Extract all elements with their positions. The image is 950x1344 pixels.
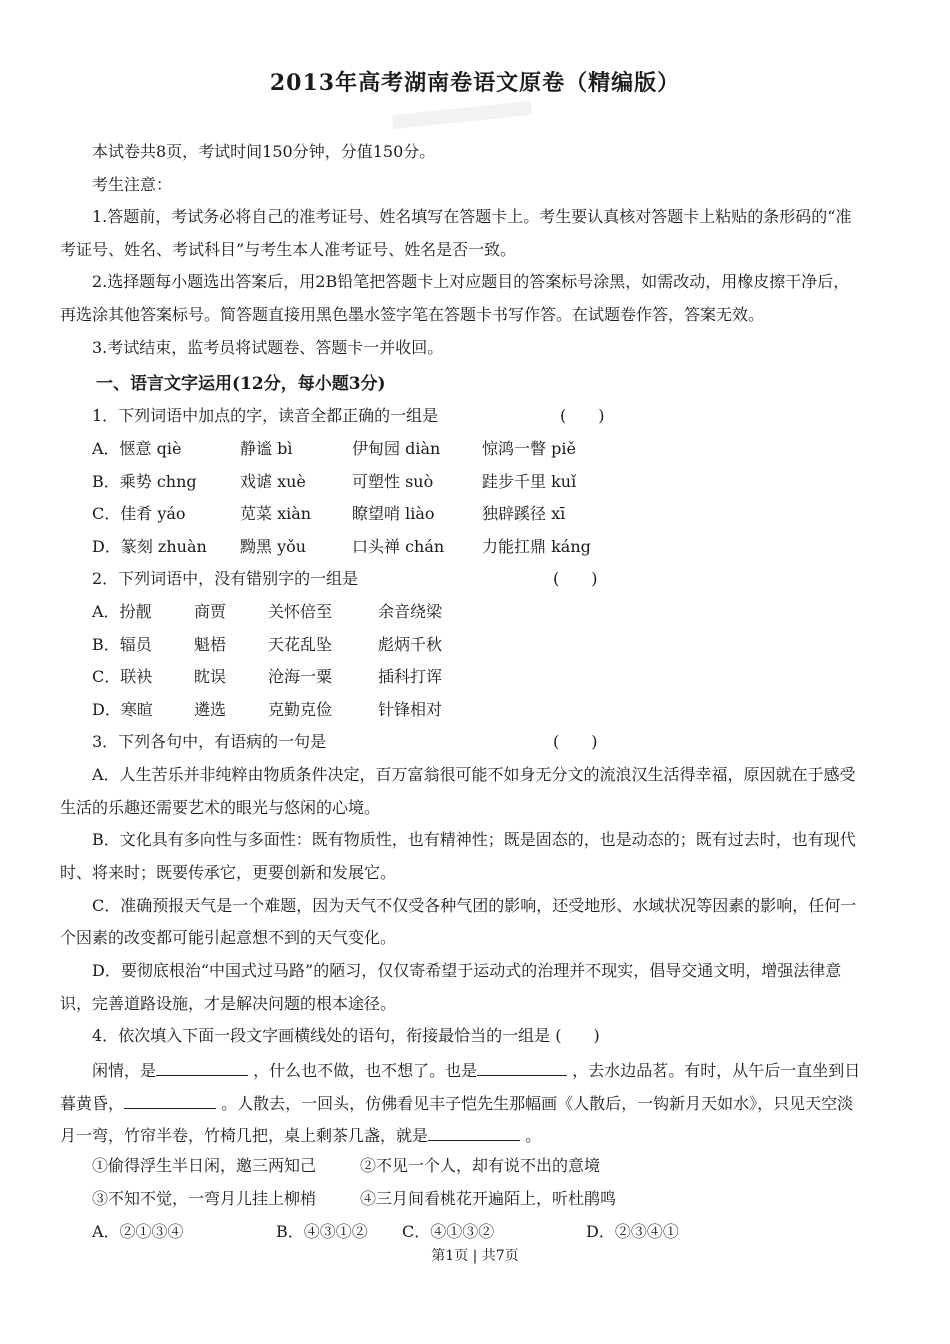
page-title: 2013年高考湖南卷语文原卷（精编版）	[269, 70, 681, 96]
q3-option-d-line-1: D．要彻底根治“中国式过马路”的陋习，仅仅寄希望于运动式的治理并不现实，倡导交通文明，增强法律意	[92, 961, 842, 980]
q1-option-c-4: 独辟蹊径 xī	[482, 504, 566, 523]
q1-option-a-4: 惊鸿一瞥 piě	[482, 439, 576, 458]
fill-blank	[477, 1059, 567, 1076]
q4-choice-c: C．④①③②	[402, 1222, 495, 1241]
q1-option-c-3: 瞭望哨 liào	[352, 504, 435, 523]
q2-option-a-2: 商贾	[194, 602, 227, 621]
q4-sentence-1: ①偷得浮生半日闲，邀三两知己	[92, 1156, 317, 1175]
q1-answer-paren: ( )	[560, 406, 605, 425]
notice-3: 3.考试结束，监考员将试题卷、答题卡一并收回。	[92, 338, 444, 357]
q4-passage-text: 闲情，是	[92, 1061, 157, 1080]
q4-stem	[92, 1026, 600, 1046]
fill-blank	[124, 1092, 216, 1109]
q2-option-c-3: 沧海一粟	[268, 667, 333, 686]
q1-option-d-4: 力能扛鼎 káng	[482, 537, 591, 556]
q2-option-a-4: 余音绕梁	[378, 602, 443, 621]
q4-passage-text: 。	[525, 1126, 542, 1145]
notice-title: 考生注意：	[92, 175, 173, 194]
notice-1-line-2: 考证号、姓名、考试科目”与考生本人准考证号、姓名是否一致。	[60, 240, 517, 259]
q4-stem-text: 4．依次填入下面一段文字画横线处的语句，衔接最恰当的一组是	[92, 1026, 551, 1045]
q2-option-d-2: 遴选	[194, 700, 227, 719]
q1-option-d-3: 口头禅 chán	[352, 537, 445, 556]
q2-option-b-4: 彪炳千秋	[378, 635, 443, 654]
q2-answer-paren: ( )	[553, 569, 598, 588]
q2-option-c-4: 插科打诨	[378, 667, 443, 686]
q1-option-b-3: 可塑性 suò	[352, 472, 434, 491]
q3-option-b-line-2: 时、将来时；既要传承它，更要创新和发展它。	[60, 863, 397, 882]
q4-choice-a: A．②①③④	[92, 1222, 184, 1241]
q3-option-a-line-2: 生活的乐趣还需要艺术的眼光与悠闲的心境。	[60, 798, 381, 817]
q2-option-b-1: B．辐员	[92, 635, 152, 654]
q4-passage-line-1	[92, 1059, 860, 1081]
q4-passage-text: 暮黄昏，	[60, 1094, 125, 1113]
q2-option-a-1: A．扮靓	[92, 602, 152, 621]
q4-sentence-2: ②不见一个人，却有说不出的意境	[360, 1156, 601, 1175]
q2-option-b-3: 天花乱坠	[268, 635, 333, 654]
page-footer: 第1页 | 共7页	[431, 1248, 519, 1264]
q4-sentence-4: ④三月间看桃花开遍陌上，听杜鹃鸣	[360, 1189, 617, 1208]
q1-option-a-2: 静谧 bì	[240, 439, 293, 458]
fill-blank	[428, 1124, 520, 1141]
watermark	[392, 101, 533, 130]
q1-option-c-2: 苋菜 xiàn	[240, 504, 312, 523]
section-1-heading: 一、语言文字运用(12分，每小题3分)	[96, 374, 386, 394]
q2-option-d-3: 克勤克俭	[268, 700, 333, 719]
q2-option-c-2: 眈误	[194, 667, 227, 686]
q2-option-b-2: 魁梧	[194, 635, 227, 654]
q4-choice-b: B．④③①②	[276, 1222, 368, 1241]
fill-blank	[156, 1059, 248, 1076]
q1-option-d-1: D．篆刻 zhuàn	[92, 537, 207, 556]
q4-passage-text: ，什么也不做，也不想了。也是	[253, 1061, 478, 1080]
notice-2-line-1: 2.选择题每小题选出答案后，用2B铅笔把答题卡上对应题目的答案标号涂黑，如需改动，用橡皮擦干净后，	[92, 272, 850, 291]
q1-option-d-2: 黝黑 yǒu	[240, 537, 307, 556]
q2-option-c-1: C．联袂	[92, 667, 153, 686]
q4-passage-line-3	[60, 1124, 541, 1146]
q3-option-b-line-1: B．文化具有多向性与多面性：既有物质性，也有精神性；既是固态的，也是动态的；既有过去时，也有现代	[92, 830, 856, 849]
q4-passage-text: ，去水边品茗。有时，从午后一直坐到日	[572, 1061, 861, 1080]
q4-choice-d: D．②③④①	[586, 1222, 679, 1241]
q2-stem: 2．下列词语中，没有错别字的一组是	[92, 569, 359, 588]
q4-sentence-3: ③不知不觉，一弯月儿挂上柳梢	[92, 1189, 317, 1208]
q1-option-b-2: 戏谑 xuè	[240, 472, 306, 491]
q4-answer-paren: ( )	[555, 1026, 600, 1045]
q2-option-d-1: D．寒暄	[92, 700, 153, 719]
q3-option-d-line-2: 识，完善道路设施，才是解决问题的根本途径。	[60, 994, 397, 1013]
exam-summary: 本试卷共8页，考试时间150分钟，分值150分。	[92, 142, 436, 161]
q1-option-a-1: A．惬意 qiè	[92, 439, 182, 458]
q3-option-c-line-2: 个因素的改变都可能引起意想不到的天气变化。	[60, 928, 397, 947]
q2-option-d-4: 针锋相对	[378, 700, 443, 719]
q1-option-b-1: B．乘势 chng	[92, 472, 197, 491]
q1-stem: 1．下列词语中加点的字，读音全都正确的一组是	[92, 406, 439, 425]
q1-option-b-4: 跬步千里 kuǐ	[482, 472, 577, 491]
notice-2-line-2: 再选涂其他答案标号。简答题直接用黑色墨水签字笔在答题卡书写作答。在试题卷作答，答案无效。	[60, 305, 765, 324]
q4-passage-text: 。人散去，一回头，仿佛看见丰子恺先生那幅画《人散后，一钩新月天如水》，只见天空淡	[221, 1094, 854, 1113]
notice-1-line-1: 1.答题前，考试务必将自己的准考证号、姓名填写在答题卡上。考生要认真核对答题卡上粘贴的条形码的“准	[92, 207, 852, 226]
q1-option-c-1: C．佳肴 yáo	[92, 504, 186, 523]
q3-option-a-line-1: A．人生苦乐并非纯粹由物质条件决定，百万富翁很可能不如身无分文的流浪汉生活得幸福，原因就在于感受	[92, 765, 856, 784]
q3-option-c-line-1: C．准确预报天气是一个难题，因为天气不仅受各种气团的影响，还受地形、水域状况等因素的影响，任何一	[92, 896, 857, 915]
q3-stem: 3．下列各句中，有语病的一句是	[92, 732, 327, 751]
q2-option-a-3: 关怀倍至	[268, 602, 333, 621]
q4-passage-text: 月一弯，竹帘半卷，竹椅几把，桌上剩茶几盏，就是	[60, 1126, 429, 1145]
q3-answer-paren: ( )	[553, 732, 598, 751]
q1-option-a-3: 伊甸园 diàn	[352, 439, 441, 458]
q4-passage-line-2	[60, 1092, 853, 1114]
